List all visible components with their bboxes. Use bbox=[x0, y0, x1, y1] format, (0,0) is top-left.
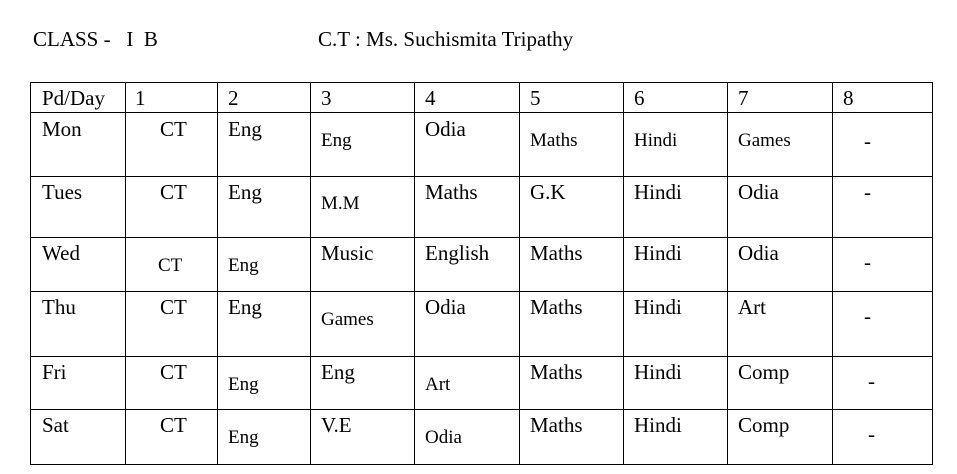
period-cell: Maths bbox=[520, 357, 624, 410]
period-cell: Eng bbox=[311, 357, 415, 410]
period-cell: Hindi bbox=[624, 238, 728, 292]
period-cell: English bbox=[415, 238, 520, 292]
period-cell: Odia bbox=[728, 238, 833, 292]
period-cell: Comp bbox=[728, 410, 833, 465]
column-header: 4 bbox=[415, 83, 520, 113]
column-header: 6 bbox=[624, 83, 728, 113]
column-header: 2 bbox=[218, 83, 311, 113]
period-cell: Comp bbox=[728, 357, 833, 410]
period-cell: Hindi bbox=[624, 177, 728, 238]
period-cell: - bbox=[833, 238, 933, 292]
period-cell: Hindi bbox=[624, 357, 728, 410]
period-cell: Hindi bbox=[624, 410, 728, 465]
table-row bbox=[31, 113, 933, 177]
column-header: 7 bbox=[728, 83, 833, 113]
period-cell: Odia bbox=[415, 292, 520, 357]
day-cell: Mon bbox=[31, 113, 126, 177]
period-cell: - bbox=[833, 113, 933, 177]
column-header: 3 bbox=[311, 83, 415, 113]
period-cell: Games bbox=[728, 113, 833, 177]
period-cell: V.E bbox=[311, 410, 415, 465]
period-cell: M.M bbox=[311, 177, 415, 238]
period-cell: G.K bbox=[520, 177, 624, 238]
period-cell: Odia bbox=[728, 177, 833, 238]
day-cell: Wed bbox=[31, 238, 126, 292]
period-cell: CT bbox=[126, 410, 218, 465]
period-cell: - bbox=[833, 357, 933, 410]
table-row bbox=[31, 357, 933, 410]
day-cell: Tues bbox=[31, 177, 126, 238]
period-cell: Games bbox=[311, 292, 415, 357]
period-cell: Music bbox=[311, 238, 415, 292]
column-header: Pd/Day bbox=[31, 83, 126, 113]
period-cell: Odia bbox=[415, 113, 520, 177]
period-cell: Hindi bbox=[624, 113, 728, 177]
header-row bbox=[31, 83, 933, 113]
period-cell: - bbox=[833, 410, 933, 465]
day-cell: Fri bbox=[31, 357, 126, 410]
day-cell: Thu bbox=[31, 292, 126, 357]
day-cell: Sat bbox=[31, 410, 126, 465]
period-cell: Maths bbox=[520, 238, 624, 292]
column-header: 1 bbox=[126, 83, 218, 113]
period-cell: Eng bbox=[218, 113, 311, 177]
period-cell: Eng bbox=[218, 292, 311, 357]
period-cell: Odia bbox=[415, 410, 520, 465]
period-cell: Art bbox=[728, 292, 833, 357]
period-cell: - bbox=[833, 177, 933, 238]
period-cell: Eng bbox=[218, 177, 311, 238]
period-cell: Art bbox=[415, 357, 520, 410]
period-cell: Maths bbox=[520, 410, 624, 465]
table-row bbox=[31, 177, 933, 238]
class-teacher-label: C.T : Ms. Suchismita Tripathy bbox=[318, 27, 574, 51]
period-cell: CT bbox=[126, 177, 218, 238]
period-cell: Hindi bbox=[624, 292, 728, 357]
column-header: 8 bbox=[833, 83, 933, 113]
period-cell: Maths bbox=[415, 177, 520, 238]
timetable bbox=[30, 82, 933, 465]
column-header: 5 bbox=[520, 83, 624, 113]
period-cell: CT bbox=[126, 113, 218, 177]
period-cell: Maths bbox=[520, 292, 624, 357]
period-cell: CT bbox=[126, 357, 218, 410]
period-cell: - bbox=[833, 292, 933, 357]
period-cell: Eng bbox=[218, 410, 311, 465]
class-label: CLASS - I B bbox=[33, 27, 158, 51]
period-cell: Maths bbox=[520, 113, 624, 177]
table-row bbox=[31, 292, 933, 357]
period-cell: CT bbox=[126, 238, 218, 292]
period-cell: Eng bbox=[311, 113, 415, 177]
period-cell: CT bbox=[126, 292, 218, 357]
table-row bbox=[31, 238, 933, 292]
period-cell: Eng bbox=[218, 238, 311, 292]
table-row bbox=[31, 410, 933, 465]
period-cell: Eng bbox=[218, 357, 311, 410]
